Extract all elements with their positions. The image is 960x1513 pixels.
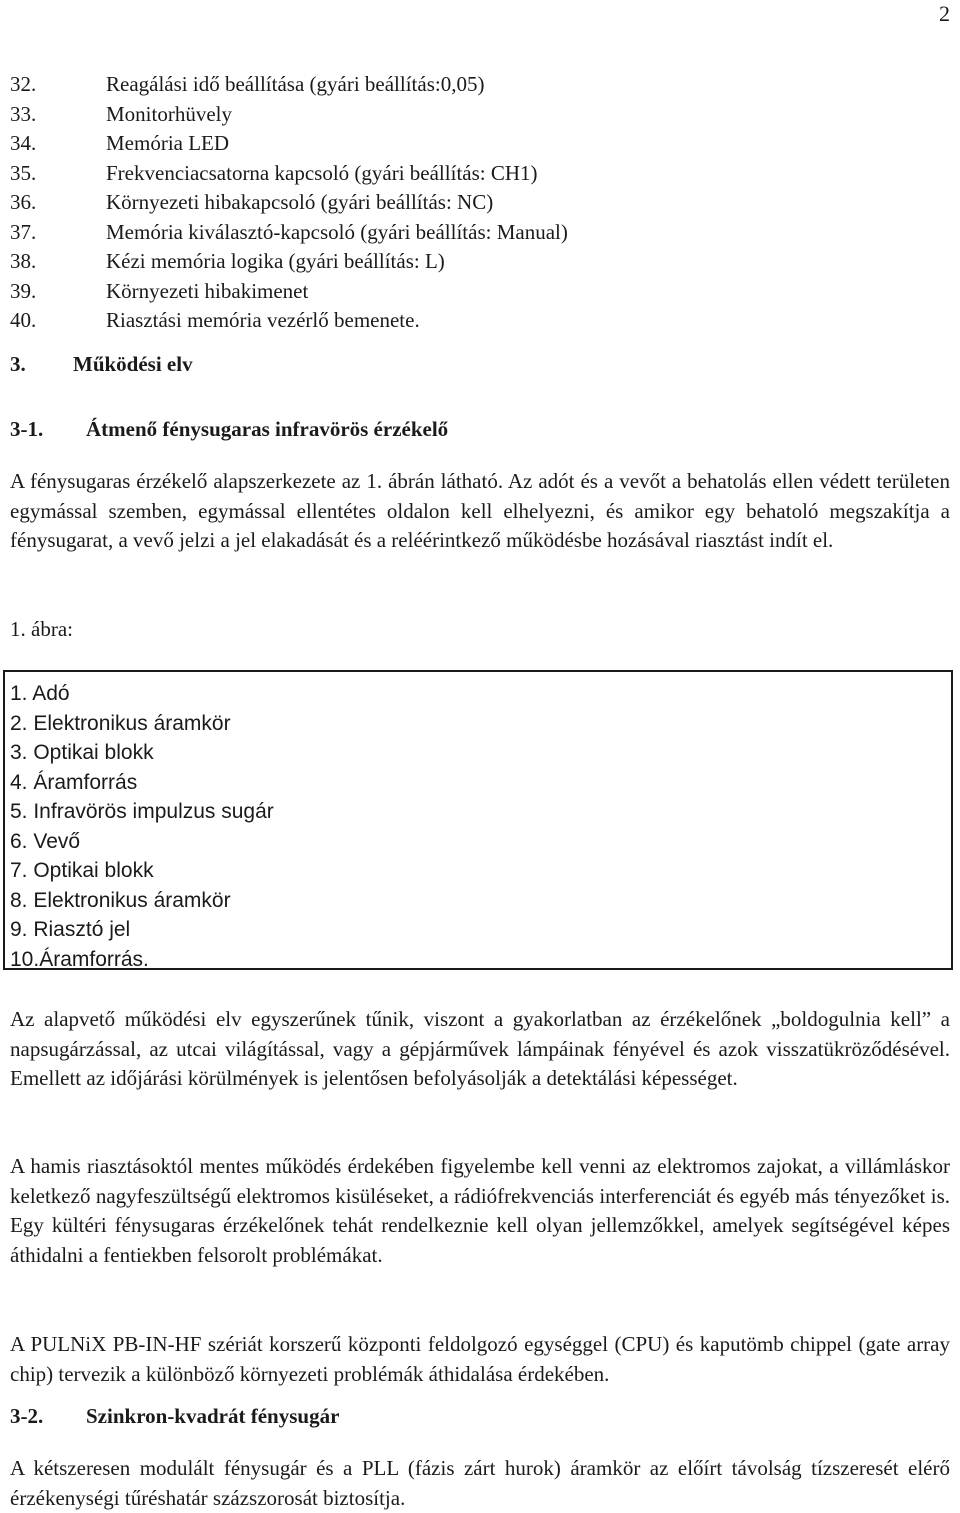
legend-item: 4. Áramforrás (10, 770, 138, 794)
list-item: 34. Memória LED (10, 131, 230, 155)
legend-item: 8. Elektronikus áramkör (10, 888, 231, 912)
legend-item: 2. Elektronikus áramkör (10, 711, 231, 735)
section-heading-3: 3. Működési elv (10, 352, 193, 376)
list-item: 36. Környezeti hibakapcsoló (gyári beállítás: NC) (10, 190, 494, 214)
paragraph-5: A kétszeresen modulált fénysugár és a PLL (fázis zárt hurok) áramkör az előírt távolság tízszeresét elérő érzékenységi tűréshatár százszorosát biztosítja. (10, 1456, 950, 1510)
paragraph-2: Az alapvető működési elv egyszerűnek tűnik, viszont a gyakorlatban az érzékelőnek „boldogulnia kell” a napsugárzással, az utcai világítással, vagy a gépjárművek lámpáinak fényével és azok visszatükröződésével. Emellett az időjárási körülmények is jelentősen befolyásolják a detektálási képességet. (10, 1007, 950, 1090)
list-item: 37. Memória kiválasztó-kapcsoló (gyári beállítás: Manual) (10, 219, 568, 244)
list-item: 33. Monitorhüvely (10, 101, 232, 126)
paragraph-3: A hamis riasztásoktól mentes működés érdekében figyelembe kell venni az elektromos zajokat, a villámláskor keletkező nagyfeszültségű elektromos kisüléseket, a rádiófrekvenciás interferenciát és egyéb más tényezőket is. Egy kültéri fénysugaras érzékelőnek tehát rendelkeznie kell olyan jellemzőkkel, amelyek segítségével képes áthidalni a fentiekben felsorolt problémákat. (10, 1154, 950, 1267)
legend-item: 10.Áramforrás. (10, 947, 149, 971)
paragraph-4: A PULNiX PB-IN-HF szériát korszerű központi feldolgozó egységgel (CPU) és kaputömb chippel (gate array chip) tervezik a különböző környezeti problémák áthidalása érdekében. (10, 1332, 950, 1386)
section-heading-3-1: 3-1. Átmenő fénysugaras infravörös érzékelő (10, 417, 449, 441)
list-item: 39. Környezeti hibakimenet (10, 278, 309, 303)
numbered-list (10, 70, 910, 336)
figure-box (3, 670, 953, 970)
list-item: 40. Riasztási memória vezérlő bemenete. (10, 308, 420, 332)
list-item: 35. Frekvenciacsatorna kapcsoló (gyári beállítás: CH1) (10, 160, 538, 185)
figure-legend (10, 679, 274, 974)
legend-item: 1. Adó (10, 682, 70, 705)
legend-item: 5. Infravörös impulzus sugár (10, 800, 274, 823)
list-item: 38. Kézi memória logika (gyári beállítás: L) (10, 249, 445, 273)
figure-caption: 1. ábra: (10, 617, 73, 641)
legend-item: 7. Optikai blokk (10, 859, 154, 882)
legend-item: 3. Optikai blokk (10, 741, 154, 764)
legend-item: 6. Vevő (10, 829, 81, 853)
paragraph-1: A fénysugaras érzékelő alapszerkezete az 1. ábrán látható. Az adót és a vevőt a behatolás ellen védett területen egymással szemben, egymással ellentétes oldalon kell elhelyezni, és amikor egy behatoló megszakítja a fénysugarat, a vevő jelzi a jel elakadását és a reléérintkező működésbe hozásával riasztást indít el. (10, 469, 950, 552)
list-item: 32. Reagálási idő beállítása (gyári beállítás:0,05) (10, 72, 485, 96)
page-number: 2 (939, 1, 950, 26)
section-heading-3-2: 3-2. Szinkron-kvadrát fénysugár (10, 1404, 340, 1428)
legend-item: 9. Riasztó jel (10, 918, 131, 941)
